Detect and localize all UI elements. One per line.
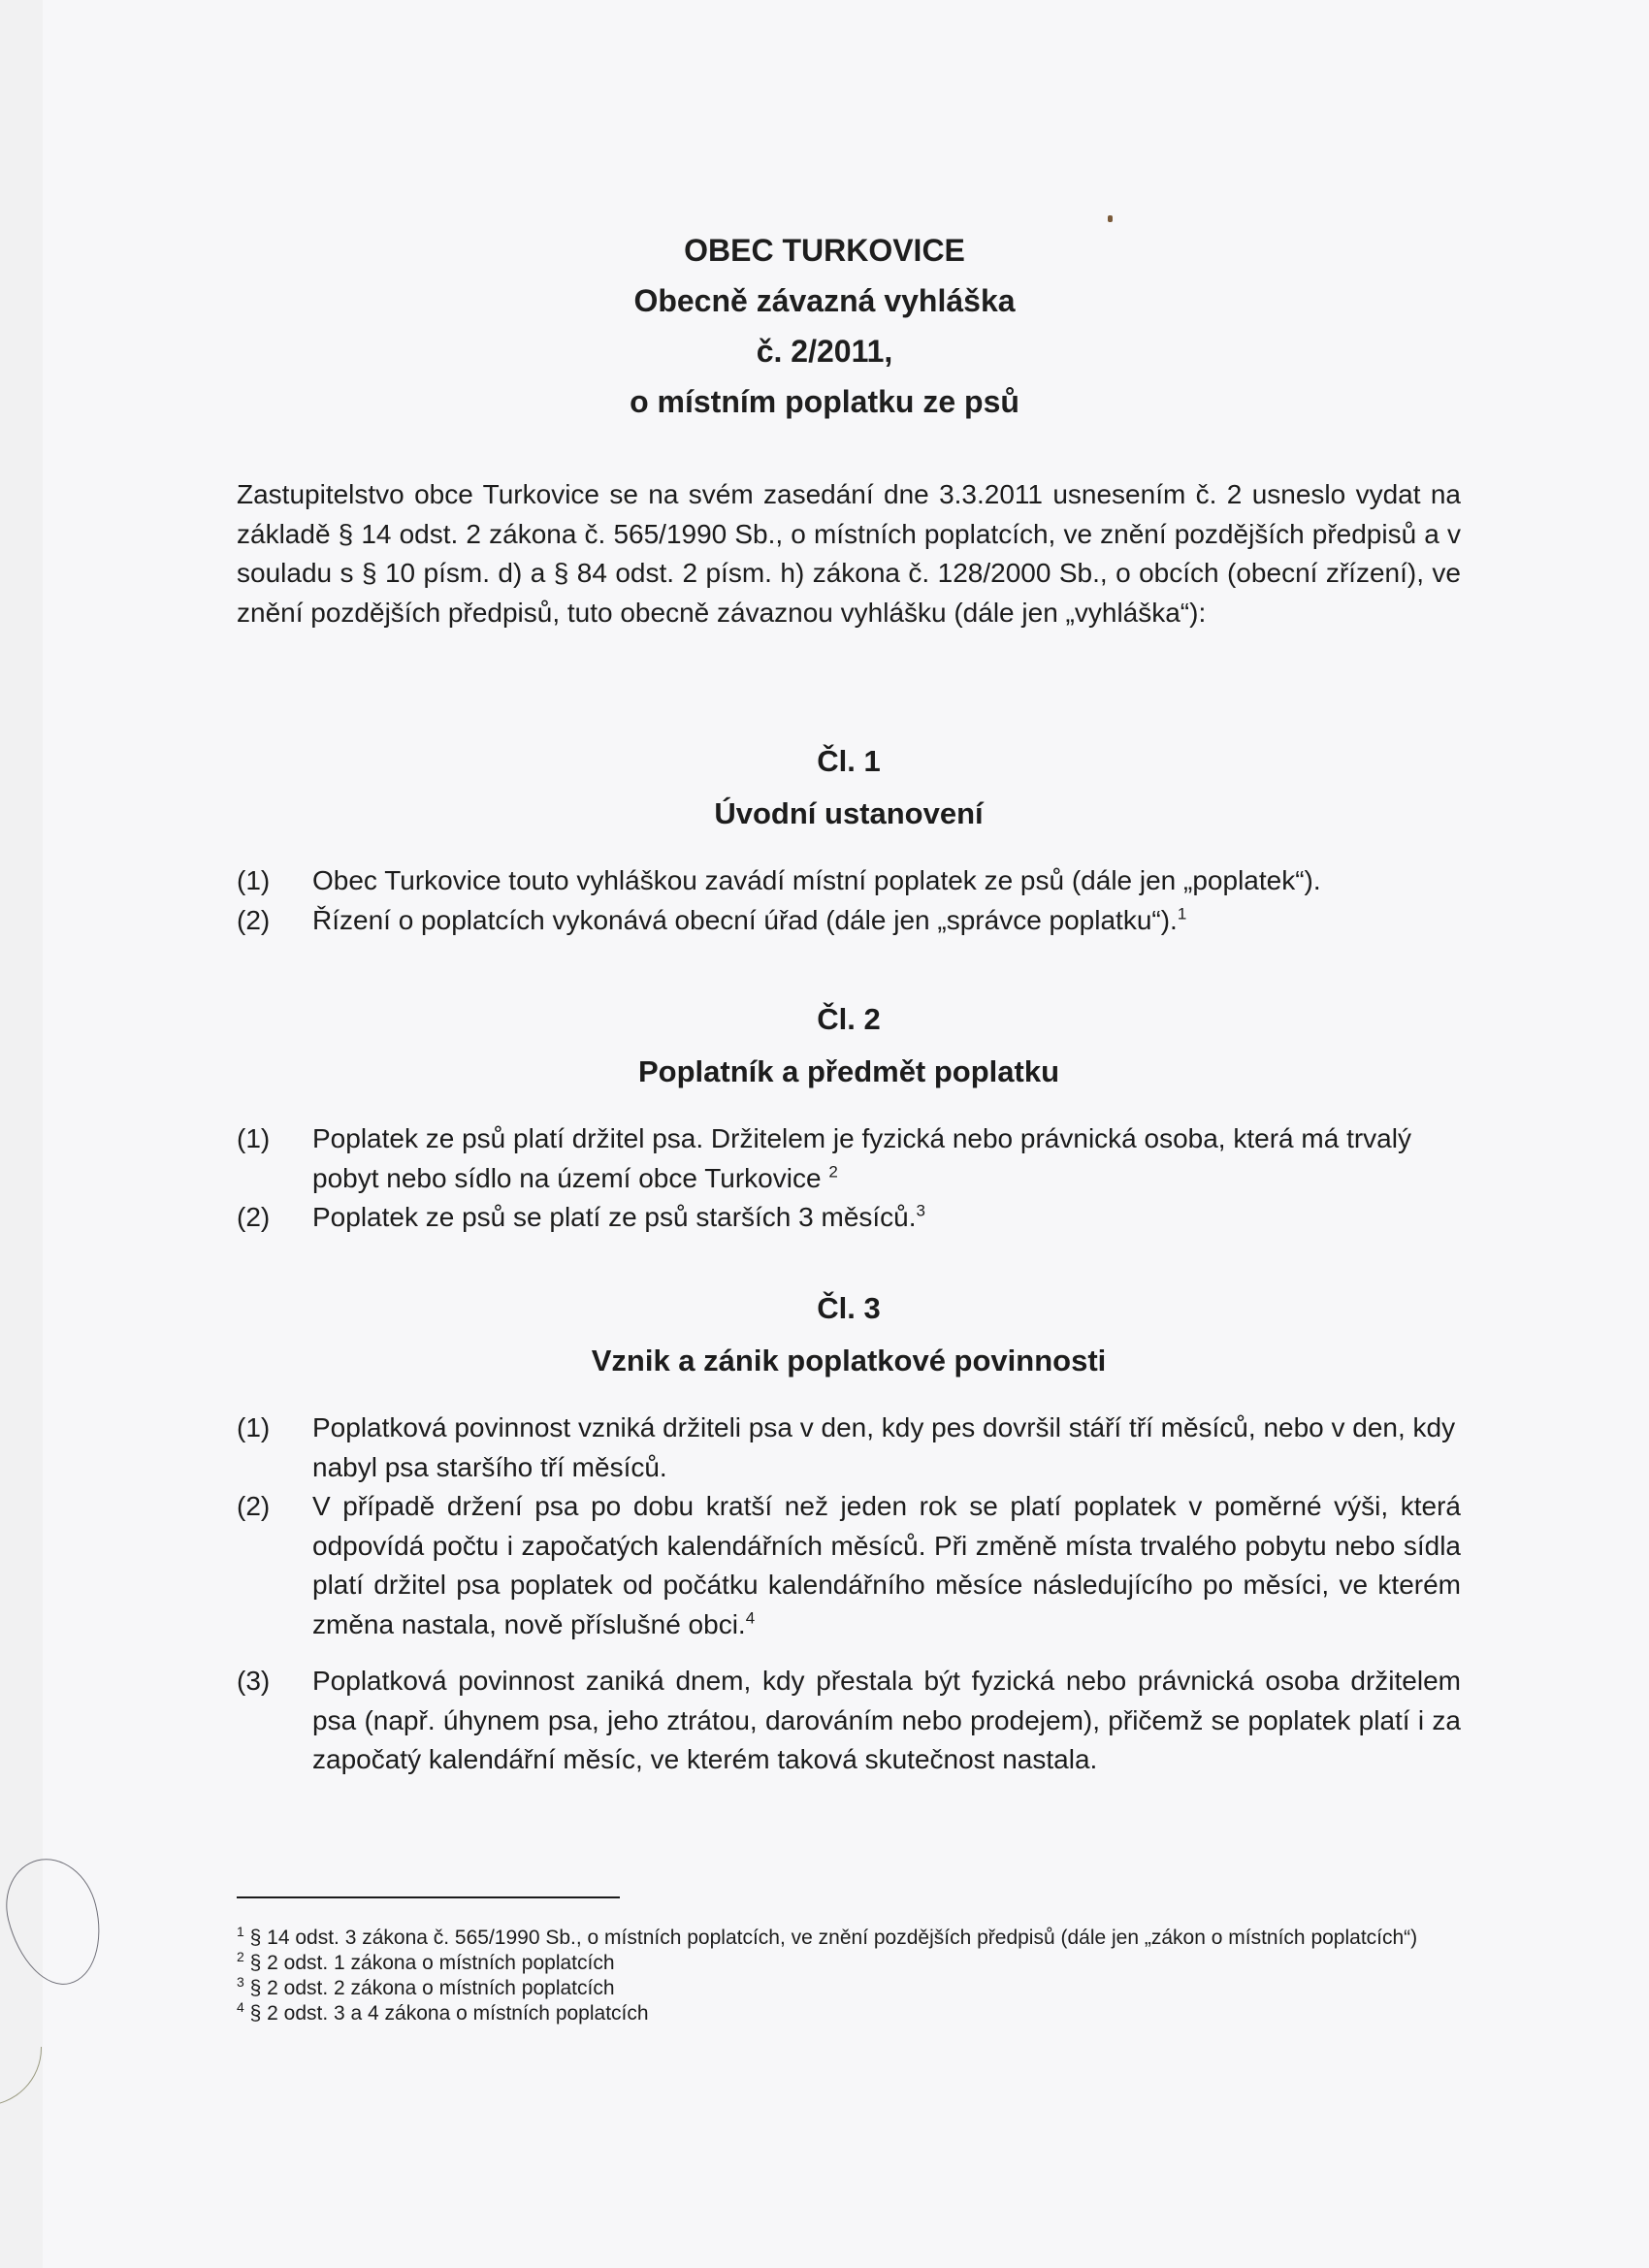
article-title: Úvodní ustanovení — [714, 796, 984, 830]
clause-number: (1) — [237, 1123, 271, 1153]
clause-text: V případě držení psa po dobu kratší než jeden rok se platí poplatek v poměrné výši, která odpovídá počtu i započatých kalendářních měsíců. Při změně místa trvalého pobytu nebo sídla platí držitel psa poplatek od počátku kalendářního měsíce následujícího po měsíci, ve kterém změna nastala, nově příslušné obci. — [312, 1491, 1461, 1639]
footnote-text: § 14 odst. 3 zákona č. 565/1990 Sb., o místních poplatcích, ve znění pozdějších předpisů (dále jen „zákon o místních poplatcích“) — [243, 1927, 1418, 1949]
footnote-mark: 1 — [237, 1924, 244, 1939]
municipality-name: OBEC TURKOVICE — [684, 233, 965, 268]
article-number: Čl. 1 — [817, 744, 881, 778]
clause — [237, 1409, 1461, 1487]
footnote — [237, 2001, 1461, 2026]
footnote-ref[interactable]: 2 — [828, 1162, 838, 1182]
clause-text: Poplatek ze psů se platí ze psů starších 3 měsíců. — [312, 1202, 917, 1232]
document-subject: o místním poplatku ze psů — [630, 384, 1019, 419]
clause-number: (2) — [237, 1491, 271, 1521]
clause-number: (3) — [237, 1666, 271, 1696]
footnote — [237, 1951, 1461, 1976]
clause — [237, 861, 1461, 901]
clause — [237, 1487, 1461, 1644]
footnotes — [237, 1926, 1461, 2026]
footnote-mark: 3 — [237, 1974, 244, 1990]
article-1 — [237, 735, 1461, 940]
footnote-mark: 4 — [237, 1999, 244, 2015]
document-header — [0, 225, 1649, 427]
footnote-text: § 2 odst. 3 a 4 zákona o místních poplatcích — [243, 2002, 649, 2025]
clause-text: Poplatková povinnost zaniká dnem, kdy přestala být fyzická nebo právnická osoba držitelem psa (např. úhynem psa, jeho ztrátou, darováním nebo prodejem), přičemž se poplatek platí i za započatý kalendářní měsíc, ve kterém taková skutečnost nastala. — [312, 1666, 1461, 1774]
clause — [237, 1119, 1461, 1198]
clause — [237, 901, 1461, 941]
article-title: Vznik a zánik poplatkové povinnosti — [591, 1344, 1107, 1377]
clause-number: (1) — [237, 865, 271, 895]
footnote-text: § 2 odst. 1 zákona o místních poplatcích — [243, 1952, 615, 1974]
clause-text: Poplatek ze psů platí držitel psa. Držitelem je fyzická nebo právnická osoba, která má trvalý pobyt nebo sídlo na území obce Turkovice — [312, 1123, 1411, 1193]
clause — [237, 1198, 1461, 1238]
article-number: Čl. 2 — [817, 1002, 881, 1036]
article-number: Čl. 3 — [817, 1291, 881, 1325]
footnote — [237, 1926, 1461, 1951]
article-title: Poplatník a předmět poplatku — [637, 1054, 1060, 1088]
clause-text: Obec Turkovice touto vyhláškou zavádí místní poplatek ze psů (dále jen „poplatek“). — [312, 865, 1321, 895]
scan-speck — [1108, 215, 1113, 222]
footnote-text: § 2 odst. 2 zákona o místních poplatcích — [243, 1977, 615, 1999]
article-2 — [237, 993, 1461, 1238]
document-type: Obecně závazná vyhláška — [633, 283, 1016, 318]
intro-paragraph: Zastupitelstvo obce Turkovice se na svém zasedání dne 3.3.2011 usnesením č. 2 usneslo vydat na základě § 14 odst. 2 zákona č. 565/1990 Sb., o místních poplatcích, ve znění pozdějších předpisů a v souladu s § 10 písm. d) a § 84 odst. 2 písm. h) zákona č. 128/2000 Sb., o obcích (obecní zřízení), ve znění pozdějších předpisů, tuto obecně závaznou vyhlášku (dále jen „vyhláška“): — [237, 479, 1461, 628]
footnote-ref[interactable]: 3 — [916, 1201, 926, 1220]
clause-text: Poplatková povinnost vzniká držiteli psa v den, kdy pes dovršil stáří tří měsíců, nebo v den, kdy nabyl psa staršího tří měsíců. — [312, 1412, 1456, 1482]
clause-number: (1) — [237, 1412, 271, 1442]
footnote-mark: 2 — [237, 1949, 244, 1964]
footnote-ref[interactable]: 4 — [745, 1608, 756, 1628]
clause-number: (2) — [237, 904, 271, 935]
clause-text: Řízení o poplatcích vykonává obecní úřad (dále jen „správce poplatku“). — [312, 904, 1178, 935]
clause — [237, 1662, 1461, 1780]
document-number: č. 2/2011, — [756, 334, 893, 369]
footnote — [237, 1976, 1461, 2001]
footnote-separator — [237, 1896, 620, 1898]
clause-number: (2) — [237, 1202, 271, 1232]
footnote-ref[interactable]: 1 — [1177, 904, 1187, 923]
article-3 — [237, 1282, 1461, 1780]
